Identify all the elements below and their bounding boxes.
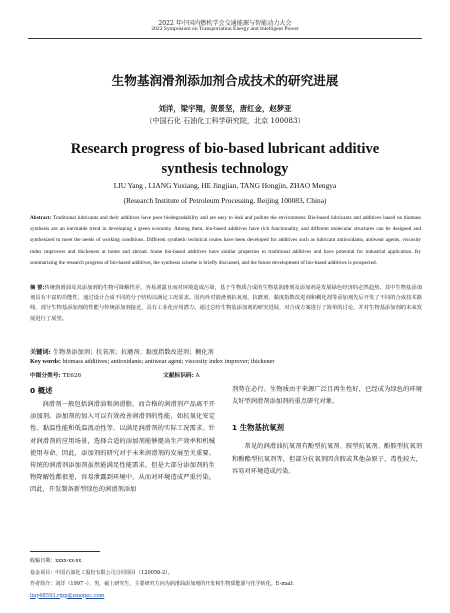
section-1-paragraph: 常见的润滑油抗氧剂有酚型抗氧剂、胺型抗氧剂、酚胺型抗氧剂和酚酯型抗氧剂等，但部分抗氧剂因含胺或其他杂原子，毒性较大，容易对环境造成污染。 — [232, 443, 422, 475]
keywords-en — [30, 358, 422, 365]
doc-code-label: 文献标识码: — [163, 373, 194, 379]
affiliation-cn: （中国石化 石油化工科学研究院，北京 100083） — [145, 116, 305, 125]
right-column — [232, 384, 422, 478]
keywords-cn — [30, 347, 422, 356]
affiliation-en: (Research Institute of Petroleum Processing, Beijing 100083, China) — [123, 196, 327, 205]
footnote-divider — [30, 551, 100, 552]
title-en-line-2: synthesis technology — [161, 161, 289, 177]
doc-code-value: A — [193, 373, 200, 379]
keywords-cn-text: 生物基添加剂；抗氧剂；抗磨剂；黏度指数改进剂；稠化剂 — [50, 349, 214, 356]
conference-name-en: 2022 Symposium on Transportation Energy and Intelligent Power — [151, 26, 299, 32]
footnote-fund: 基金项目：中国石油化工股份有限公司合同项目（120056-2）。 — [30, 569, 173, 576]
clc-label: 中图分类号: — [30, 373, 61, 379]
abstract-cn-text: 传统润滑油及其添加剂的生物可降解性差，容易泄露且而对环境造成污染，基于生物质合成的生物基润滑剂及添加剂是发展绿色经济的必然趋势。其中生物基添加剂具有丰富的功能性，通过设计合成不同的分子结构以满足工况需求。国内外对润滑剂抗氧剂、抗磨剂、黏度指数改进剂和稠化剂等添加剂先后开发了不同的合成技术路线，部分生物基添加剂的性能与传统添加剂接近，具有工业化应用潜力。通过总结生物基添加剂的研究进展，对合成方案进行了简单的讨论，并对生物基添加剂的未来发展进行了展望。 — [30, 285, 422, 322]
conference-name-cn: 2022 年中国内燃机学会交通能源与智能动力大会 — [158, 20, 292, 27]
title-en — [0, 139, 450, 179]
section-0-paragraph: 润滑剂一般包括润滑油和润滑脂，而合格的润滑剂产品离不开添加剂。添加剂的加入可以有效改善润滑剂的性能，如抗氧化安定性、黏温性能和低温流动性等，以满足润滑剂的实际工况需求。针对润滑剂的应用场景，选择合适的添加剂能够提高生产效率和机械使用寿命。因此，添加剂的研究对于未来润滑剂的发展至关重要。传统的润滑剂添加剂虽然能满足性能需求，但是大部分添加剂的生物降解性都很差，容易泄露到环境中，从而对环境造成严重污染。因此，开发制备新型绿色的润滑剂添加 — [30, 401, 215, 494]
footnote-received-date: 收稿日期：xxxx-xx-xx — [30, 558, 82, 564]
title-en-line-1: Research progress of bio-based lubricant additive — [70, 141, 380, 157]
author-email-link[interactable]: liuy68593.ripp@sinopec.com — [30, 592, 105, 599]
keywords-en-label: Key words: — [30, 358, 61, 365]
abstract-cn-label: 摘 要: — [30, 285, 45, 291]
section-0-paragraph-continued: 剂势在必行。生物质由于来源广泛且再生性好，已经成为绿色的环境友好型润滑剂添加剂的重点研究对象。 — [232, 386, 422, 406]
footnote-email-line — [30, 591, 425, 603]
section-1-heading: 1 生物基抗氧剂 — [232, 423, 285, 433]
classification-row — [30, 370, 330, 379]
footnote-author: 作者简介：刘洋（1997 -），男，硕士研究生，主要研究方向为润滑油添加剂的开发和生物质能源与化学转化。E-mail: — [30, 581, 294, 587]
abstract-en — [30, 213, 421, 269]
left-column — [30, 384, 215, 497]
keywords-en-text: biomass additives; antioxidants; antiwear agent; viscosity index improver; thickener — [60, 358, 275, 365]
authors-en: LIU Yang , LIANG Yuxiang, HE Jingjian, TANG Hongjin, ZHAO Mengya — [113, 181, 337, 190]
authors-cn: 刘洋，梁宇翔，贺景坚，唐红金，赵梦亚 — [158, 104, 292, 113]
keywords-cn-label: 关键词: — [30, 349, 51, 356]
abstract-en-text: Traditional lubricants and their additives have poor biodegradability and are easy to leak and pollute the environment. Bio-based lubricants and additives based on biomass synthesis are an inevitable trend in developing a green economy. Among them, bio-based additives have rich functionality, and different molecular structures can be designed and synthesized to meet the needs of working conditions. Different synthetic technical routes have been developed for additives such as lubricant antioxidants, antiwear agents, viscosity index improvers and thickeners at home and abroad. Some bio-based additives have similar properties to traditional additives and have potential for industrial application. By summarizing the research progress of bio-based additives, the synthesis scheme is briefly discussed, and the future development of bio-based additives is prospected. — [30, 215, 421, 266]
title-cn: 生物基润滑剂添加剂合成技术的研究进展 — [111, 73, 339, 88]
header-divider — [28, 38, 422, 39]
abstract-cn — [30, 283, 422, 324]
abstract-en-label: Abstract: — [30, 215, 52, 221]
section-0-heading: 0 概述 — [30, 386, 53, 395]
clc-value: TE626 — [60, 373, 82, 379]
footnotes — [30, 556, 425, 602]
